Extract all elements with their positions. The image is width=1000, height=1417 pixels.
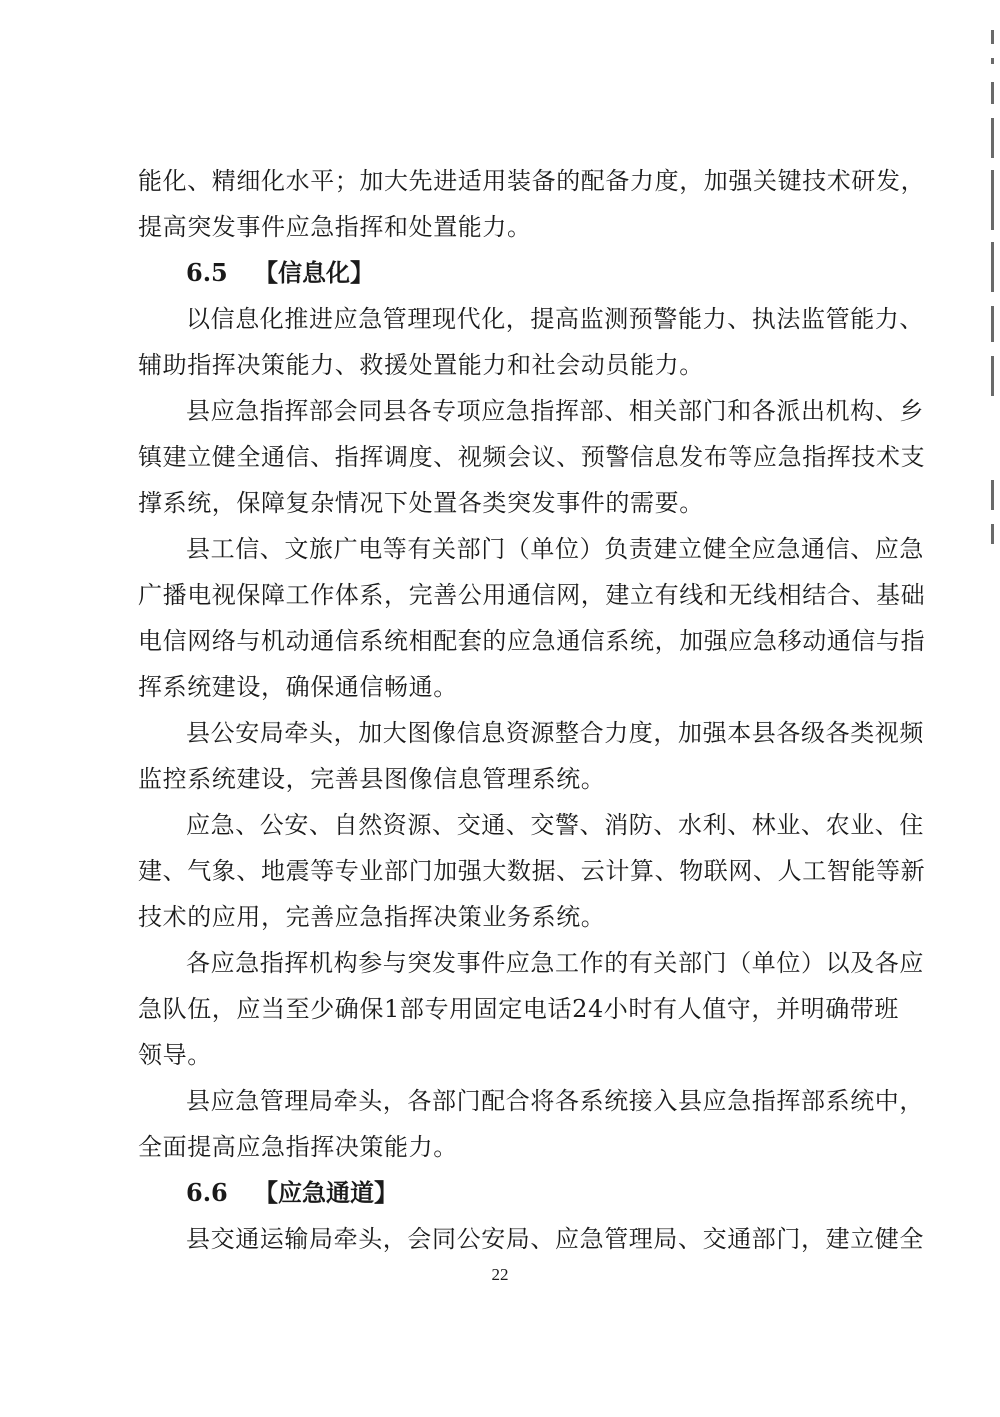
text-line: 应急、公安、自然资源、交通、交警、消防、水利、林业、农业、住 [186, 811, 924, 839]
text-line: 挥系统建设，确保通信畅通。 [138, 673, 458, 701]
text-line: 以信息化推进应急管理现代化，提高监测预警能力、执法监管能力、 [186, 305, 924, 333]
text-line: 撑系统，保障复杂情况下处置各类突发事件的需要。 [138, 489, 704, 517]
page-number: 22 [491, 1265, 509, 1284]
text-line: 镇建立健全通信、指挥调度、视频会议、预警信息发布等应急指挥技术支 [138, 443, 926, 471]
text-line: 急队伍，应当至少确保1部专用固定电话24小时有人值守，并明确带班 [138, 995, 900, 1023]
text-line: 能化、精细化水平；加大先进适用装备的配备力度，加强关键技术研发， [138, 167, 926, 195]
text-line: 县应急指挥部会同县各专项应急指挥部、相关部门和各派出机构、乡 [186, 397, 924, 425]
section-number: 6.5 [186, 258, 228, 287]
text-line: 县工信、文旅广电等有关部门（单位）负责建立健全应急通信、应急 [186, 535, 924, 563]
text-line: 建、气象、地震等专业部门加强大数据、云计算、物联网、人工智能等新 [138, 857, 926, 885]
text-line: 县公安局牵头，加大图像信息资源整合力度，加强本县各级各类视频 [186, 719, 924, 747]
scan-edge-marks [991, 30, 997, 550]
text-line: 县应急管理局牵头，各部门配合将各系统接入县应急指挥部系统中， [186, 1087, 924, 1115]
text-line: 电信网络与机动通信系统相配套的应急通信系统，加强应急移动通信与指 [138, 627, 926, 655]
text-line: 提高突发事件应急指挥和处置能力。 [138, 213, 532, 241]
section-title: 【应急通道】 [254, 1179, 398, 1207]
text-line: 监控系统建设，完善县图像信息管理系统。 [138, 765, 606, 793]
section-title: 【信息化】 [254, 259, 374, 287]
text-line: 领导。 [138, 1041, 212, 1069]
text-line: 县交通运输局牵头，会同公安局、应急管理局、交通部门，建立健全 [186, 1225, 924, 1253]
section-heading-6-6 [186, 1173, 398, 1213]
section-number: 6.6 [186, 1178, 228, 1207]
text-line: 技术的应用，完善应急指挥决策业务系统。 [138, 903, 606, 931]
text-line: 辅助指挥决策能力、救援处置能力和社会动员能力。 [138, 351, 704, 379]
text-line: 广播电视保障工作体系，完善公用通信网，建立有线和无线相结合、基础 [138, 581, 926, 609]
text-line: 全面提高应急指挥决策能力。 [138, 1133, 458, 1161]
section-heading-6-5 [186, 253, 374, 293]
text-line: 各应急指挥机构参与突发事件应急工作的有关部门（单位）以及各应 [186, 949, 924, 977]
